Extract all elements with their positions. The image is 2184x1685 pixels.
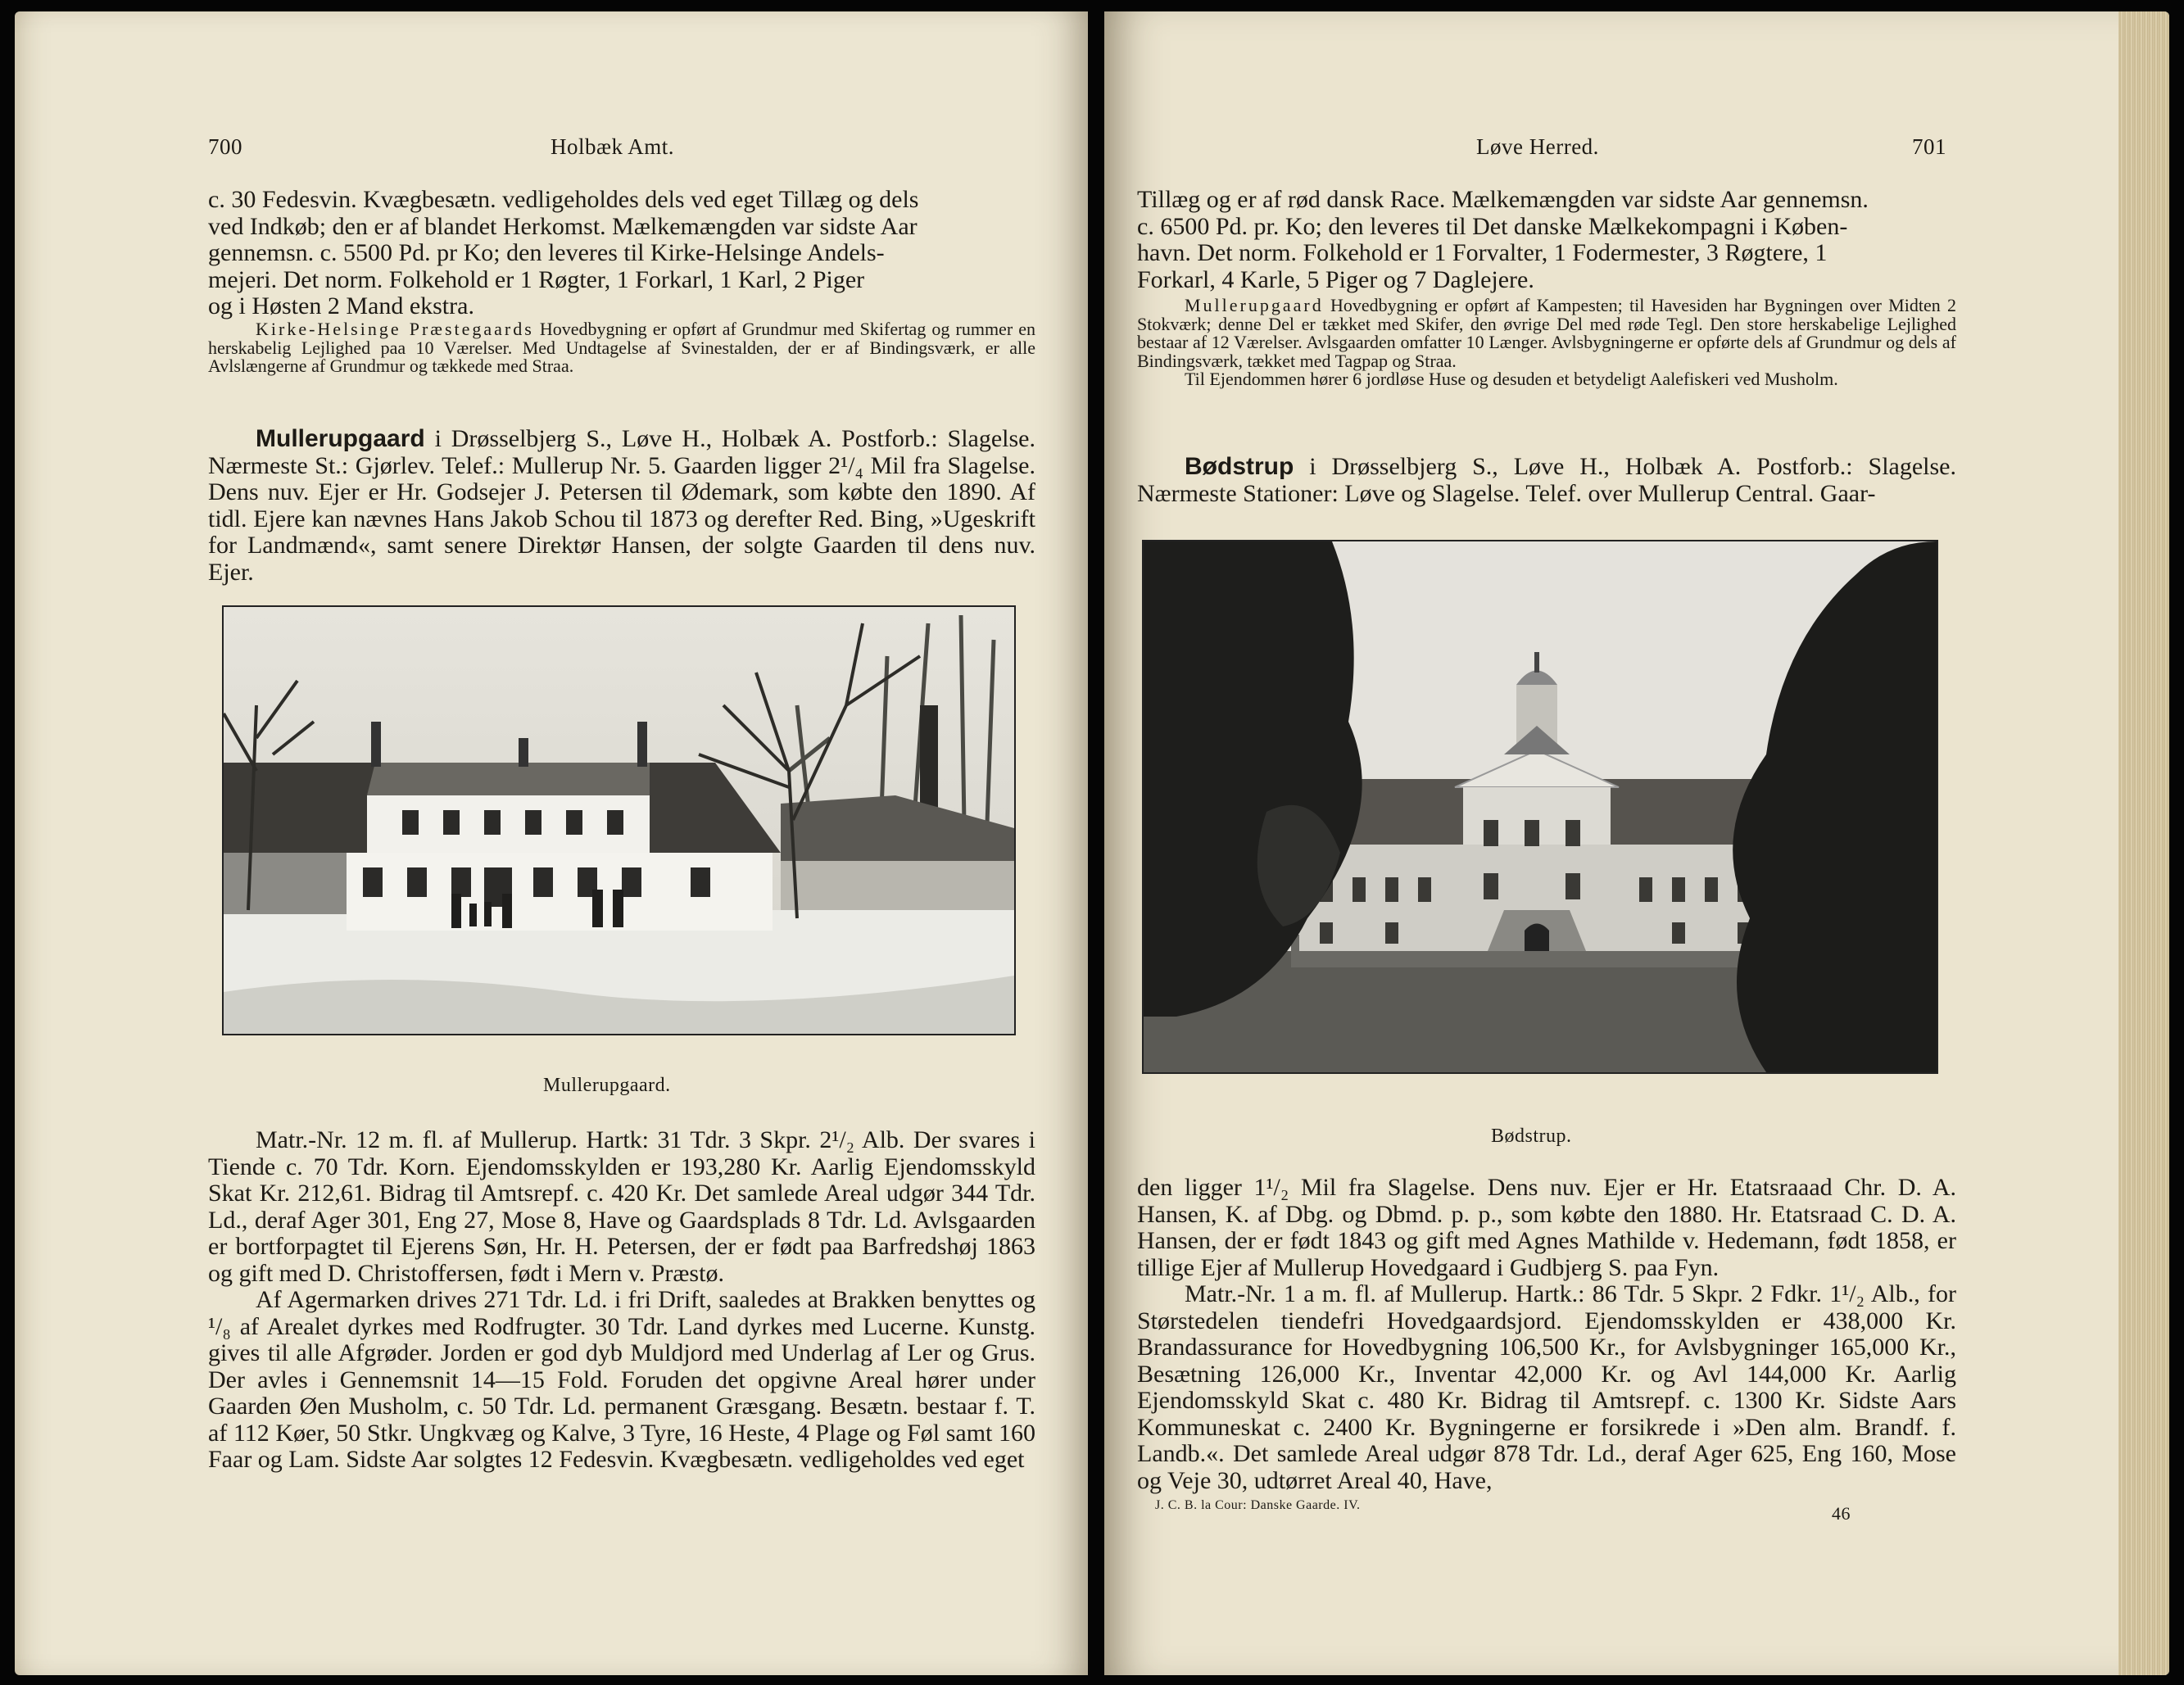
book-fore-edge (2118, 11, 2169, 1675)
entry-bodstrup (1137, 454, 1956, 507)
text-line: mejeri. Det norm. Folkehold er 1 Røgter, 1 Forkarl, 1 Karl, 2 Piger (208, 265, 865, 293)
text-line: havn. Det norm. Folkehold er 1 Forvalter, 1 Fodermester, 3 Røgtere, 1 (1137, 239, 1828, 266)
paragraph: den ligger 1¹/₂ Mil fra Slagelse. Dens nuv. Ejer er Hr. Etatsraaad Chr. D. A. Hansen, K. af Dbg. og Dbmd. p. p., som købte den 1880. Hr. Etatsraad C. D. A. Hansen, der er født 1843 og gift med Agnes Mathilde v. Hedemann, født 1858, er tillige Ejer af Mullerup Hovedgaard i Gudbjerg S. paa Fyn. (1137, 1174, 1956, 1281)
text-line: Forkarl, 4 Karle, 5 Piger og 7 Daglejere. (1137, 265, 1534, 293)
entry-name: Bødstrup (1185, 453, 1294, 480)
text-line: c. 6500 Pd. pr. Ko; den leveres til Det danske Mælkekompagni i Køben- (1137, 212, 1848, 240)
photo-mullerupgaard (222, 605, 1016, 1035)
property-details (208, 1127, 1035, 1474)
text-line: c. 30 Fedesvin. Kvægbesætn. vedligeholdes dels ved eget Tillæg og dels (208, 186, 919, 213)
page-number: 700 (208, 134, 242, 159)
photo-caption: Bødstrup. (1491, 1126, 1572, 1147)
text-line: Tillæg og er af rød dansk Race. Mælkemængden var sidste Aar gennemsn. (1137, 186, 1869, 213)
entry-mullerupgaard (208, 426, 1035, 586)
left-page (15, 11, 1088, 1675)
page-number: 701 (1912, 134, 1946, 159)
footer-signature: J. C. B. la Cour: Danske Gaarde. IV. (1155, 1498, 1361, 1512)
sheet-number: 46 (1832, 1503, 1851, 1524)
paragraph: Af Agermarken drives 271 Tdr. Ld. i fri Drift, saaledes at Brakken benyttes og ¹/₈ af Arealet dyrkes med Rodfrugter. 30 Tdr. Land dyrkes med Lucerne. Kunstg. gives til alle Afgrøder. Jorden er god dyb Muldjord med Underlag af Ler og Grus. Der avles i Gennemsnit 14—15 Fold. Foruden det opgivne Areal hører under Gaarden Øen Musholm, c. 50 Tdr. Ld. permanent Græsgang. Besætn. bestaar f. T. af 112 Køer, 50 Stkr. Ungkvæg og Kalve, 3 Tyre, 16 Heste, 4 Plage og Føl samt 160 Faar og Lam. Sidste Aar solgtes 12 Fedesvin. Kvægbesætn. vedligeholdes ved eget (208, 1286, 1035, 1473)
running-head: Løve Herred. (1476, 134, 1599, 159)
paragraph: Matr.-Nr. 12 m. fl. af Mullerup. Hartk: 31 Tdr. 3 Skpr. 2¹/₂ Alb. Der svares i Tiende c. 70 Tdr. Korn. Ejendomsskylden er 193,280 Kr. Aarlig Ejendomsskyld Skat Kr. 212,61. Bidrag til Amtsrepf. c. 420 Kr. Det samlede Areal udgør 344 Tdr. Ld., deraf Ager 301, Eng 27, Mose 8, Have og Gaardsplads 8 Tdr. Ld. Avlsgaarden er bortforpagtet til Ejerens Søn, Hr. H. Petersen, der er født paa Barfredshøj 1863 og gift med D. Christoffersen, født i Mern v. Præstø. (208, 1126, 1035, 1287)
note-text: Til Ejendommen hører 6 jordløse Huse og desuden et betydeligt Aalefiskeri ved Musholm. (1185, 369, 1838, 389)
running-head: Holbæk Amt. (551, 134, 675, 159)
photo-bodstrup (1142, 540, 1938, 1074)
building-note (1137, 297, 1956, 389)
note-spaced-heading: Kirke-Helsinge Præstegaards (256, 319, 534, 339)
photo-caption: Mullerupgaard. (543, 1075, 671, 1096)
paragraph: Matr.-Nr. 1 a m. fl. af Mullerup. Hartk.: 86 Tdr. 5 Skpr. 2 Fdkr. 1¹/₂ Alb., for Størstedelen tiendefri Hovedgaardsjord. Ejendomsskylden er 438,000 Kr. Brandassurance for Hovedbygning 106,500 Kr., for Avlsbygninger 165,000 Kr., Besætning 126,000 Kr., Inventar 42,000 Kr. og Avl 144,000 Kr. Aarlig Ejendomsskyld Skat c. 480 Kr. Bidrag til Amtsrepf. c. 1300 Kr. Sidste Aars Kommuneskat c. 2400 Kr. Bygningerne er forsikrede i »Den alm. Brandf. f. Landb.«. Det samlede Areal udgør 878 Tdr. Ld., deraf Ager 625, Eng 160, Mose og Veje 30, udtørret Areal 40, Have, (1137, 1280, 1956, 1494)
intro-text (208, 187, 1035, 320)
intro-text (1137, 187, 1956, 293)
note-text: Hovedbygning er opført af Kampesten; til Havesiden har Bygningen over Midten 2 Stokværk; denne Del er tækket med Skifer, den øvrige Del med røde Tegl. Den store herskabelige Lejlighed bestaar af 12 Værelser. Avlsgaarden omfatter 10 Længer. Avlsbygningerne er opførte dels af Grundmur og dels af Bindingsværk, tækket med Tagpap og Straa. (1137, 295, 1956, 371)
property-details (1137, 1175, 1956, 1494)
right-page (1104, 11, 2169, 1675)
text-line: gennemsn. c. 5500 Pd. pr Ko; den leveres til Kirke-Helsinge Andels- (208, 239, 885, 266)
farmhouse-photo-image (224, 607, 1014, 1034)
note-text: Hovedbygning er opført af Grundmur med Skifertag og rummer en herskabelig Lejlighed paa 10 Værelser. Med Undtagelse af Svinestalden, der er af Bindingsværk, er alle Avlslængerne af Grundmur og tækkede med Straa. (208, 319, 1035, 376)
text-line: og i Høsten 2 Mand ekstra. (208, 292, 474, 319)
entry-text: i Drøsselbjerg S., Løve H., Holbæk A. Postforb.: Slagelse. Nærmeste Stationer: Løve og Slagelse. Telef. over Mullerup Central. Gaar- (1137, 453, 1956, 507)
entry-name: Mullerupgaard (256, 425, 425, 452)
building-note (208, 320, 1035, 376)
entry-text: i Drøsselbjerg S., Løve H., Holbæk A. Postforb.: Slagelse. Nærmeste St.: Gjørlev. Telef.: Mullerup Nr. 5. Gaarden ligger 2¹/₄ Mil fra Slagelse. Dens nuv. Ejer er Hr. Godsejer J. Petersen til Ødemark, som købte den 1890. Af tidl. Ejere kan nævnes Hans Jakob Schou til 1873 og derefter Red. Bing, »Ugeskrift for Landmænd«, samt senere Direktør Hansen, der solgte Gaarden til dens nuv. Ejer. (208, 425, 1035, 586)
text-line: ved Indkøb; den er af blandet Herkomst. Mælkemængden var sidste Aar (208, 212, 918, 240)
manor-photo-image (1144, 541, 1937, 1072)
note-spaced-heading: Mullerupgaard (1185, 295, 1324, 315)
